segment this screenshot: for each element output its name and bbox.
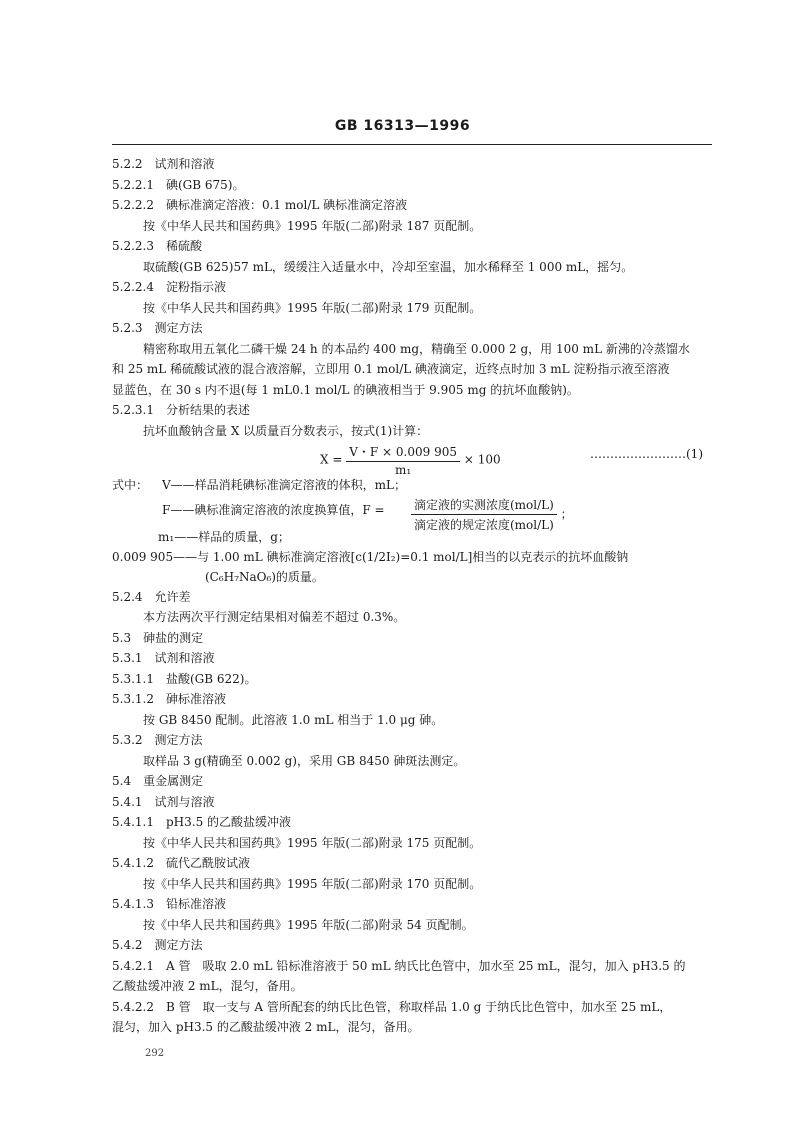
section-heading: 5.4.2 测定方法 bbox=[112, 938, 203, 952]
paragraph-line: 乙酸盐缓冲液 2 mL，混匀，备用。 bbox=[112, 979, 303, 993]
equation-tail: × 100 bbox=[463, 452, 501, 467]
f-numerator: 滴定液的实测浓度(mol/L) bbox=[411, 496, 557, 515]
section-heading: 5.2.3 测定方法 bbox=[112, 321, 203, 335]
equation-lhs: X = bbox=[320, 452, 343, 467]
paragraph-line: 和 25 mL 稀硫酸试液的混合液溶解，立即用 0.1 mol/L 碘液滴定，近终点时加 3 mL 淀粉指示液至溶液 bbox=[112, 362, 670, 376]
paragraph-line: 按《中华人民共和国药典》1995 年版(二部)附录 170 页配制。 bbox=[143, 877, 482, 891]
legend-constant: 0.009 905——与 1.00 mL 碘标准滴定溶液[c(1/2I₂)=0.1 mol/L]相当的以克表示的抗坏血酸钠 bbox=[112, 550, 629, 564]
standard-header: GB 16313—1996 bbox=[334, 118, 471, 134]
paragraph-line: 5.4.2.2 B 管 取一支与 A 管所配套的纳氏比色管，称取样品 1.0 g 于纳氏比色管中，加水至 25 mL， bbox=[112, 1000, 672, 1014]
equation-number: ……………………(1) bbox=[590, 447, 703, 461]
paragraph-line: 混匀，加入 pH3.5 的乙酸盐缓冲液 2 mL，混匀，备用。 bbox=[112, 1020, 420, 1034]
equation-numerator: V・F × 0.009 905 bbox=[346, 443, 460, 462]
page-number: 292 bbox=[145, 1048, 165, 1059]
section-heading: 5.4.1.2 硫代乙酰胺试液 bbox=[112, 856, 250, 870]
paragraph-line: 本方法两次平行测定结果相对偏差不超过 0.3%。 bbox=[143, 610, 406, 624]
legend-label: 式中： bbox=[112, 478, 149, 492]
paragraph-line: 取硫酸(GB 625)57 mL，缓缓注入适量水中，冷却至室温，加水稀释至 1 000 mL，摇匀。 bbox=[143, 260, 634, 274]
legend-v: V——样品消耗碘标准滴定溶液的体积，mL； bbox=[162, 478, 407, 492]
equation-fraction bbox=[346, 443, 460, 477]
section-heading: 5.2.3.1 分析结果的表述 bbox=[112, 403, 250, 417]
paragraph-line: 按《中华人民共和国药典》1995 年版(二部)附录 187 页配制。 bbox=[143, 219, 482, 233]
section-heading: 5.3 砷盐的测定 bbox=[112, 631, 204, 645]
f-denominator: 滴定液的规定浓度(mol/L) bbox=[414, 518, 554, 532]
section-heading: 5.4 重金属测定 bbox=[112, 774, 204, 788]
paragraph-line: 5.4.2.1 A 管 吸取 2.0 mL 铅标准溶液于 50 mL 纳氏比色管中，加水至 25 mL，混匀，加入 pH3.5 的 bbox=[112, 959, 686, 973]
legend-constant-cont: (C₆H₇NaO₆)的质量。 bbox=[205, 570, 324, 584]
section-heading: 5.4.1.1 pH3.5 的乙酸盐缓冲液 bbox=[112, 815, 292, 829]
section-heading: 5.2.2.3 稀硫酸 bbox=[112, 239, 202, 253]
section-heading: 5.2.2.1 碘(GB 675)。 bbox=[112, 178, 245, 192]
section-heading: 5.3.1.1 盐酸(GB 622)。 bbox=[112, 672, 257, 686]
legend-f-prefix: F——碘标准滴定溶液的浓度换算值，F = bbox=[162, 503, 385, 517]
paragraph-line: 取样品 3 g(精确至 0.002 g)，采用 GB 8450 砷斑法测定。 bbox=[143, 754, 466, 768]
section-heading: 5.3.1 试剂和溶液 bbox=[112, 651, 215, 665]
section-heading: 5.3.1.2 砷标准溶液 bbox=[112, 692, 226, 706]
legend-m: m₁——样品的质量，g； bbox=[158, 530, 290, 544]
section-heading: 5.2.2.4 淀粉指示液 bbox=[112, 280, 226, 294]
paragraph-line: 精密称取用五氧化二磷干燥 24 h 的本品约 400 mg，精确至 0.000 2 g，用 100 mL 新沸的冷蒸馏水 bbox=[143, 342, 690, 356]
section-heading: 5.4.1.3 铅标准溶液 bbox=[112, 897, 226, 911]
section-heading: 5.2.2.2 碘标准滴定溶液：0.1 mol/L 碘标准滴定溶液 bbox=[112, 198, 408, 212]
paragraph-line: 按 GB 8450 配制。此溶液 1.0 mL 相当于 1.0 μg 砷。 bbox=[143, 713, 444, 727]
section-heading: 5.2.2 试剂和溶液 bbox=[112, 157, 215, 171]
section-heading: 5.4.1 试剂与溶液 bbox=[112, 795, 215, 809]
paragraph-line: 抗坏血酸钠含量 X 以质量百分数表示，按式(1)计算： bbox=[143, 424, 429, 438]
paragraph-line: 按《中华人民共和国药典》1995 年版(二部)附录 54 页配制。 bbox=[143, 918, 474, 932]
f-fraction bbox=[411, 496, 557, 533]
header-rule bbox=[112, 144, 712, 145]
section-heading: 5.3.2 测定方法 bbox=[112, 733, 203, 747]
equation-denominator: m₁ bbox=[395, 463, 412, 477]
legend-f-fraction bbox=[411, 496, 573, 533]
section-heading: 5.2.4 允许差 bbox=[112, 590, 191, 604]
f-suffix: ； bbox=[560, 507, 573, 521]
paragraph-line: 按《中华人民共和国药典》1995 年版(二部)附录 179 页配制。 bbox=[143, 301, 482, 315]
equation-1 bbox=[320, 443, 501, 477]
paragraph-line: 显蓝色，在 30 s 内不退(每 1 mL0.1 mol/L 的碘液相当于 9.905 mg 的抗坏血酸钠)。 bbox=[112, 383, 579, 397]
paragraph-line: 按《中华人民共和国药典》1995 年版(二部)附录 175 页配制。 bbox=[143, 836, 482, 850]
